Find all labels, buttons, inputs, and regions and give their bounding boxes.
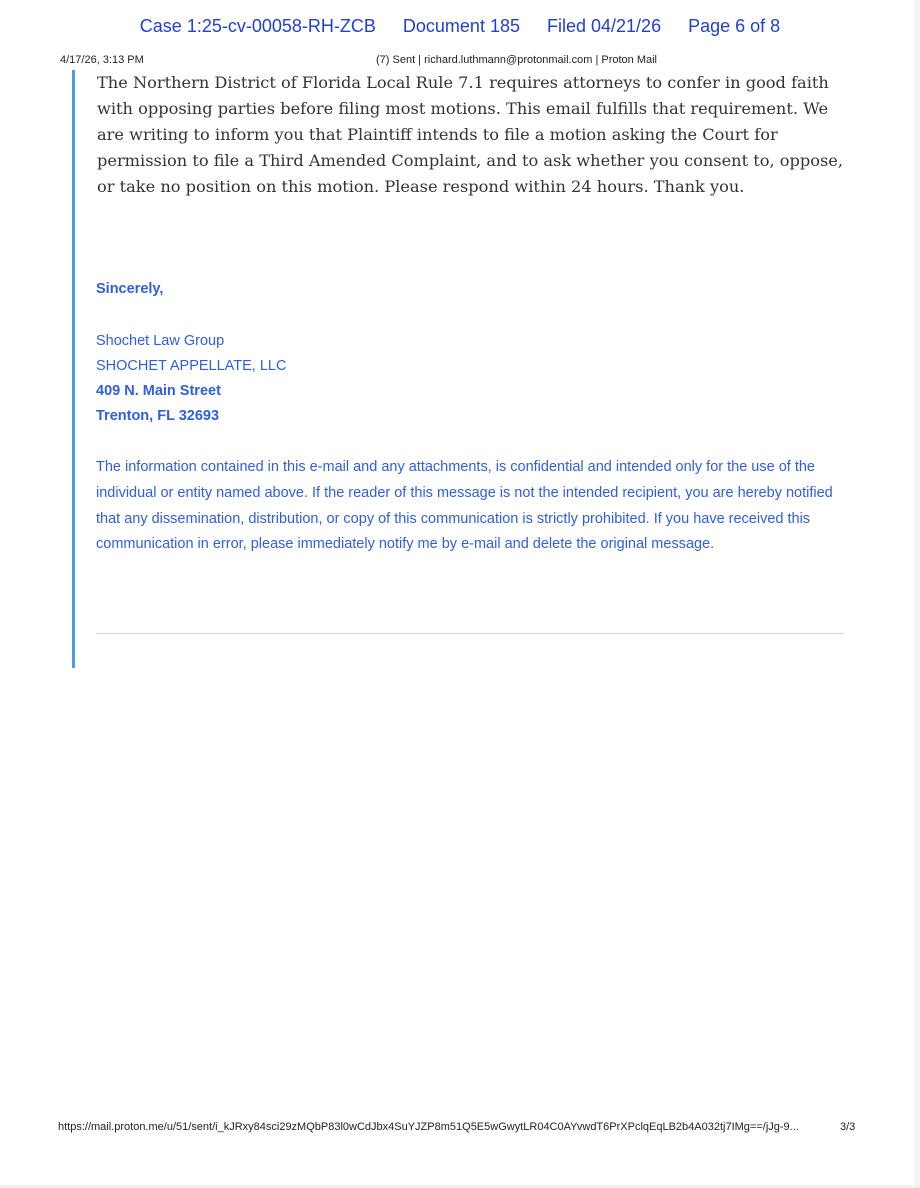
case-number: Case 1:25-cv-00058-RH-ZCB (139, 16, 376, 36)
case-header (0, 16, 920, 37)
divider (96, 633, 844, 634)
email-body-paragraph: The Northern District of Florida Local Rule 7.1 requires attorneys to confer in good faith with opposing parties before filing most motions. This email fulfills that requirement. We are writing to inform you that Plaintiff intends to file a motion asking the Court for permission to file a Third Amended Complaint, and to ask whether you consent to, oppose, or take no position on this motion. Please respond within 24 hours. Thank you. (97, 73, 844, 196)
signature-block (96, 329, 286, 429)
print-page-title: (7) Sent | richard.luthmann@protonmail.com | Proton Mail (376, 54, 657, 66)
quote-bar (72, 70, 75, 668)
filed-date: Filed 04/21/26 (547, 16, 662, 36)
scan-edge-right (914, 0, 920, 1188)
print-date: 4/17/26, 3:13 PM (60, 54, 144, 66)
footer-url: https://mail.proton.me/u/51/sent/i_kJRxy84sci29zMQbP83l0wCdJbx4SuYJZP8m51Q5E5wGwytLR04C0AYvwdT6PrXPclqEqLB2b4A032tj7IMg==/jJg-9... (58, 1121, 799, 1133)
page-indicator: Page 6 of 8 (688, 16, 781, 36)
document-number: Document 185 (402, 16, 520, 36)
signature-line-city: Trenton, FL 32693 (96, 408, 220, 424)
signature-line-company: SHOCHET APPELLATE, LLC (96, 358, 287, 374)
closing: Sincerely, (96, 281, 164, 297)
footer-page-number: 3/3 (840, 1121, 856, 1133)
signature-line-firm: Shochet Law Group (96, 333, 225, 349)
signature-line-street: 409 N. Main Street (96, 383, 221, 399)
confidentiality-disclaimer: The information contained in this e-mail and any attachments, is confidential and intended only for the use of the individual or entity named above. If the reader of this message is not the intended recipient, you are hereby notified that any dissemination, distribution, or copy of this communication is strictly prohibited. If you have received this communication in error, please immediately notify me by e-mail and delete the original message. (96, 459, 833, 553)
